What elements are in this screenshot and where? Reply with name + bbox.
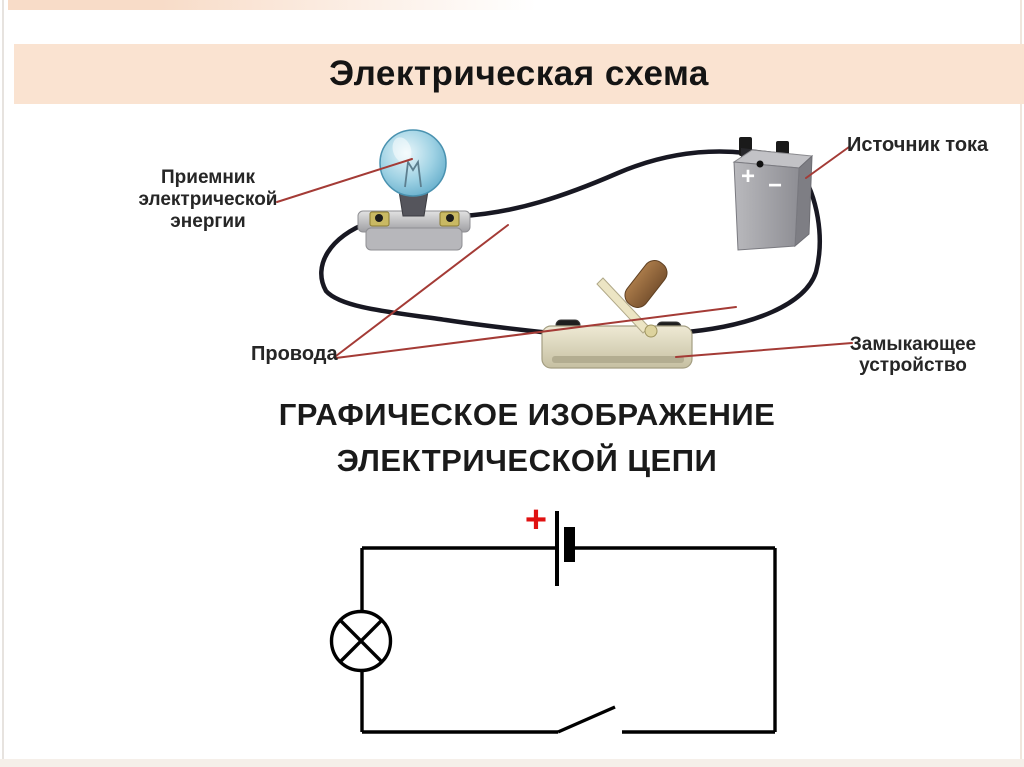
bulb-glass (380, 130, 446, 196)
source-label-text: Источник тока (847, 134, 989, 156)
switch-handle (621, 256, 672, 312)
switch-illustration (542, 256, 692, 368)
battery-minus-mark: − (767, 172, 783, 199)
wires-label-text: Провода (251, 343, 338, 365)
pointer-source (806, 147, 849, 178)
section-heading (30, 392, 1024, 484)
switch-symbol-blade (558, 707, 615, 732)
battery-bolt (757, 161, 764, 168)
source-label (847, 134, 988, 156)
battery-illustration (734, 137, 812, 250)
lamp-terminal-knob-right (446, 214, 454, 222)
receiver-label (130, 167, 286, 233)
pointer-switch (676, 343, 852, 357)
battery-plus-mark: + (740, 163, 756, 190)
switch-label-line1: Замыкающее (849, 334, 977, 355)
receiver-label-line2: электрической (138, 189, 278, 210)
wire-lamp-to-battery (462, 152, 746, 216)
schematic-plus-sign: + (524, 499, 548, 541)
lamp-terminal-knob-left (375, 214, 383, 222)
light-bulb-illustration (358, 130, 470, 250)
section-heading-line1: ГРАФИЧЕСКОЕ ИЗОБРАЖЕНИЕ (278, 397, 776, 432)
lamp-socket-body (366, 228, 462, 250)
receiver-label-line3: энергии (170, 211, 246, 232)
lamp-symbol (332, 612, 391, 671)
switch-pivot (645, 325, 657, 337)
receiver-label-line1: Приемник (161, 167, 255, 188)
section-heading-line2: ЭЛЕКТРИЧЕСКОЙ ЦЕПИ (336, 443, 718, 478)
switch-label-line2: устройство (859, 355, 967, 376)
wires-label (251, 343, 338, 365)
battery-symbol (557, 511, 575, 586)
circuit-outline (362, 548, 775, 732)
switch-base-lip (552, 356, 684, 363)
schematic-circuit (332, 511, 776, 732)
switch-label (838, 334, 988, 376)
page-title: Электрическая схема (329, 54, 709, 93)
